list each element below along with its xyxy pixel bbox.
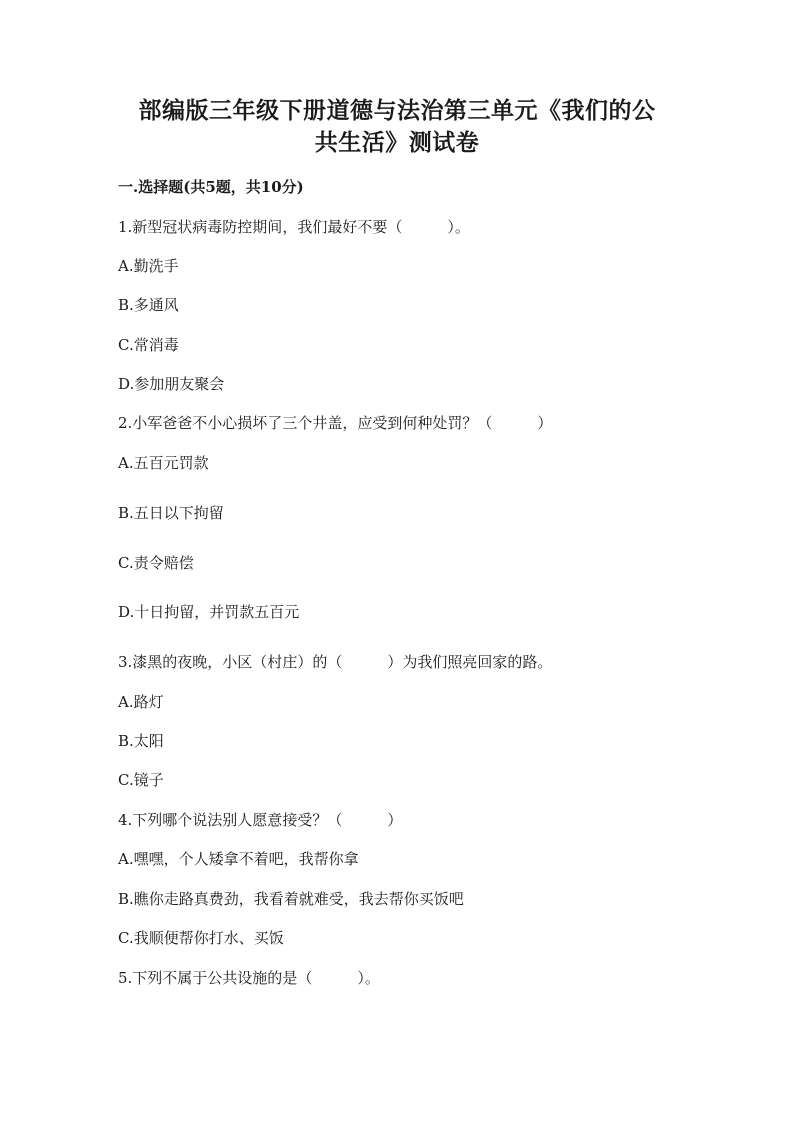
question-3-option-c: C.镜子 xyxy=(118,771,164,789)
question-4-option-b: B.瞧你走路真费劲，我看着就难受，我去帮你买饭吧 xyxy=(118,890,464,908)
question-2-stem: 2.小军爸爸不小心损坏了三个井盖，应受到何种处罚？（ ） xyxy=(118,414,553,432)
exam-title-line-1: 部编版三年级下册道德与法治第三单元《我们的公 xyxy=(138,97,656,124)
question-1-option-d: D.参加朋友聚会 xyxy=(118,375,225,393)
question-1-option-c: C.常消毒 xyxy=(118,336,179,354)
section-heading: 一.选择题(共5题，共10分) xyxy=(118,178,304,196)
question-4-option-a: A.嘿嘿，个人矮拿不着吧，我帮你拿 xyxy=(118,850,359,868)
question-2-option-d: D.十日拘留，并罚款五百元 xyxy=(118,603,300,621)
exam-title-line-2: 共生活》测试卷 xyxy=(314,129,480,156)
question-2-option-a: A.五百元罚款 xyxy=(118,454,209,472)
question-2-option-c: C.责令赔偿 xyxy=(118,554,194,572)
question-3-stem: 3.漆黑的夜晚，小区（村庄）的（ ）为我们照亮回家的路。 xyxy=(118,653,553,671)
question-5-stem: 5.下列不属于公共设施的是（ ）。 xyxy=(118,969,380,987)
question-1-option-a: A.勤洗手 xyxy=(118,257,179,275)
question-4-stem: 4.下列哪个说法别人愿意接受？（ ） xyxy=(118,811,403,829)
question-4-option-c: C.我顺便帮你打水、买饭 xyxy=(118,929,284,947)
question-3-option-b: B.太阳 xyxy=(118,732,164,750)
question-1-stem: 1.新型冠状病毒防控期间，我们最好不要（ ）。 xyxy=(118,218,470,236)
question-2-option-b: B.五日以下拘留 xyxy=(118,504,224,522)
question-3-option-a: A.路灯 xyxy=(118,693,164,711)
question-1-option-b: B.多通风 xyxy=(118,296,179,314)
